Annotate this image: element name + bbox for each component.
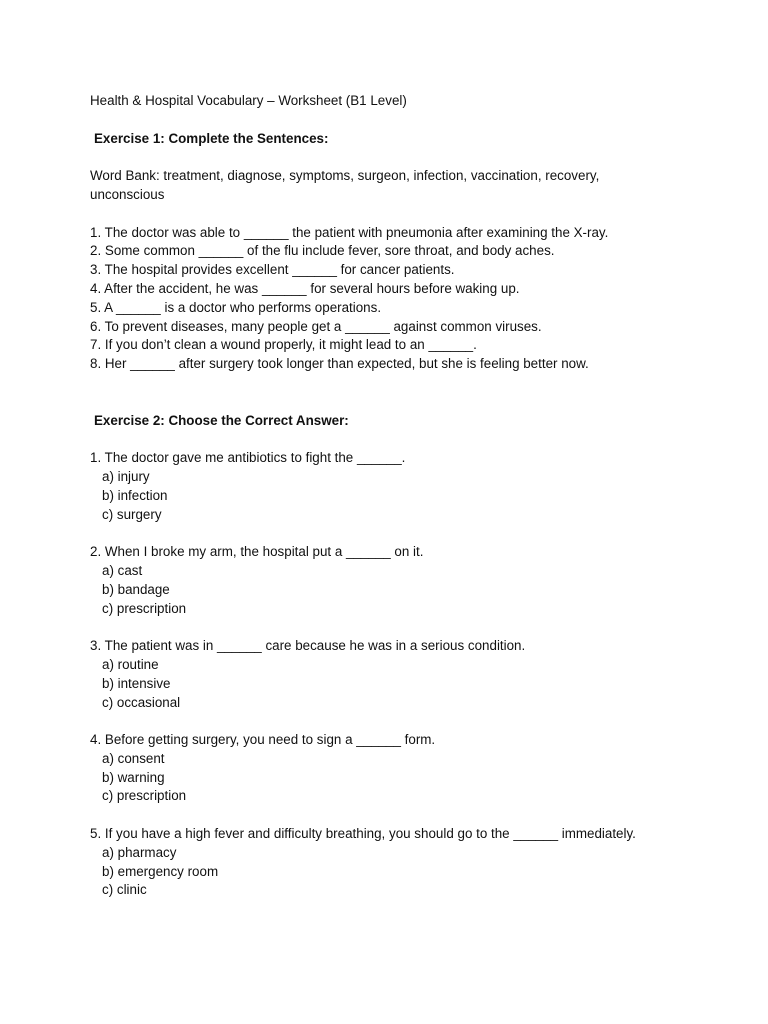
exercise-1-sentences (90, 224, 750, 374)
answer-option: b) bandage (102, 581, 170, 597)
question-block (90, 449, 750, 524)
answer-option: c) occasional (102, 694, 181, 710)
answer-option: a) pharmacy (102, 844, 177, 860)
worksheet-page (90, 92, 750, 900)
exercise-1-heading: Exercise 1: Complete the Sentences: (94, 130, 329, 146)
answer-option: a) consent (102, 750, 165, 766)
question-text: 5. If you have a high fever and difficulty breathing, you should go to the ______ immediately. (90, 826, 636, 842)
exercise-2-heading: Exercise 2: Choose the Correct Answer: (94, 412, 349, 428)
answer-option: a) cast (102, 562, 143, 578)
question-text: 3. The patient was in ______ care because he was in a serious condition. (90, 638, 526, 654)
question-text: 1. The doctor gave me antibiotics to fight the ______. (90, 450, 406, 466)
answer-option: c) prescription (102, 788, 187, 804)
sentence-item: 8. Her ______ after surgery took longer than expected, but she is feeling better now. (90, 356, 589, 372)
sentence-item: 3. The hospital provides excellent ______ for cancer patients. (90, 262, 455, 278)
answer-option: a) injury (102, 468, 150, 484)
answer-option: c) clinic (102, 882, 147, 898)
answer-option: c) surgery (102, 506, 162, 522)
sentence-item: 7. If you don’t clean a wound properly, it might lead to an ______. (90, 337, 477, 353)
answer-option: b) warning (102, 769, 165, 785)
sentence-item: 5. A ______ is a doctor who performs operations. (90, 299, 382, 315)
worksheet-title: Health & Hospital Vocabulary – Worksheet (B1 Level) (90, 93, 407, 108)
answer-option: b) emergency room (102, 863, 219, 879)
question-block (90, 637, 750, 712)
answer-option: c) prescription (102, 600, 187, 616)
sentence-item: 4. After the accident, he was ______ for several hours before waking up. (90, 280, 520, 296)
question-text: 4. Before getting surgery, you need to sign a ______ form. (90, 732, 436, 748)
sentence-item: 2. Some common ______ of the flu include fever, sore throat, and body aches. (90, 243, 555, 259)
question-block (90, 825, 750, 900)
sentence-item: 6. To prevent diseases, many people get a ______ against common viruses. (90, 318, 542, 334)
question-block (90, 543, 750, 618)
answer-option: a) routine (102, 656, 159, 672)
answer-option: b) intensive (102, 675, 171, 691)
sentence-item: 1. The doctor was able to ______ the patient with pneumonia after examining the X-ray. (90, 224, 609, 240)
question-block (90, 731, 750, 806)
question-text: 2. When I broke my arm, the hospital put a ______ on it. (90, 544, 424, 560)
answer-option: b) infection (102, 487, 168, 503)
word-bank: Word Bank: treatment, diagnose, symptoms, surgeon, infection, vaccination, recovery, unconscious (90, 168, 600, 202)
